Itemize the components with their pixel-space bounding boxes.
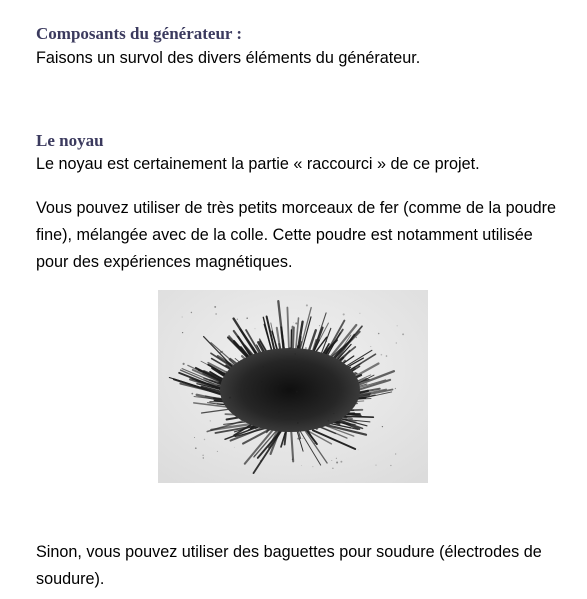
filing-speck [234,447,235,448]
filing-speck [204,439,205,440]
filing-speck [336,461,338,463]
filing-speck [229,397,231,399]
filing-speck [183,363,185,365]
filing-speck [261,381,263,383]
filing-speck [295,322,297,324]
filing-speck [182,332,183,333]
filing-speck [230,363,232,365]
filing-speck [263,366,264,367]
filing-speck [302,438,303,439]
filing-speck [376,465,377,466]
filing-speck [356,337,357,338]
intro-paragraph: Faisons un survol des divers éléments du générateur. [36,49,421,67]
filing-speck [326,340,327,341]
filing-speck [254,455,255,456]
filing-speck [312,466,313,467]
filing-speck [336,458,337,459]
filing-speck [233,340,234,341]
filing-speck [396,342,397,343]
filing-speck [297,422,298,423]
iron-filings-image [158,290,428,483]
filing-speck [312,387,313,388]
filing-speck [291,342,292,343]
filing-speck [358,450,359,451]
filing-speck [182,317,183,318]
filing-speck [195,447,197,449]
filing-speck [246,388,247,389]
filing-speck [295,353,296,354]
filing-speck [215,313,216,314]
filing-speck [267,401,268,402]
filing-speck [359,313,360,314]
filing-speck [305,347,307,349]
filing-speck [386,355,388,357]
filing-speck [301,465,302,466]
filing-speck [381,354,383,356]
filing-speck [292,409,293,410]
filing-speck [255,328,256,329]
filings-core [220,348,360,432]
filing-speck [246,317,248,319]
filing-speck [194,437,195,438]
filing-speck [328,420,330,422]
filing-speck [306,304,308,306]
filing-speck [270,336,271,337]
filing-speck [370,346,371,347]
core-paragraph-2: Vous pouvez utiliser de très petits morceaux de fer (comme de la poudre fine), mélangée avec de la colle. Cette poudre est notamment utilisée pour des expériences magnétiques. [36,199,557,271]
filing-speck [395,453,396,454]
filing-speck [284,433,285,434]
filing-speck [260,460,262,462]
filing-speck [202,455,203,456]
filing-speck [237,319,238,320]
section-heading-core: Le noyau [36,131,104,150]
filing-speck [191,393,193,395]
filing-speck [402,333,404,335]
filing-speck [340,461,342,463]
filing-speck [378,333,380,335]
core-paragraph-1: Le noyau est certainement la partie « raccourci » de ce projet. [36,155,480,173]
filing-speck [331,460,332,461]
iron-filings-photo [158,290,428,483]
filing-speck [382,426,383,427]
filing-speck [283,444,284,445]
filing-speck [342,422,344,424]
filing-speck [210,420,211,421]
filing-speck [297,438,299,440]
filing-speck [314,443,315,444]
filing-speck [316,395,318,397]
filing-speck [319,325,320,326]
filing-speck [395,388,396,389]
filing-speck [296,391,298,393]
filing-speck [343,313,345,315]
core-paragraph-3: Sinon, vous pouvez utiliser des baguettes pour soudure (électrodes de soudure). [36,543,542,588]
filing-speck [397,325,398,326]
filing-speck [278,411,280,413]
filing-speck [292,459,294,461]
filing-speck [221,351,223,353]
filing-speck [289,347,291,349]
filing-speck [332,468,333,469]
filing-speck [390,465,391,466]
filing-speck [209,377,210,378]
filing-speck [191,312,192,313]
filing-speck [214,306,216,308]
section-heading-components: Composants du générateur : [36,24,243,43]
filing-speck [277,383,279,385]
filing-speck [293,322,294,323]
filing-speck [294,374,295,375]
filing-speck [203,457,204,458]
filing-speck [217,451,218,452]
filing-speck [333,413,334,414]
